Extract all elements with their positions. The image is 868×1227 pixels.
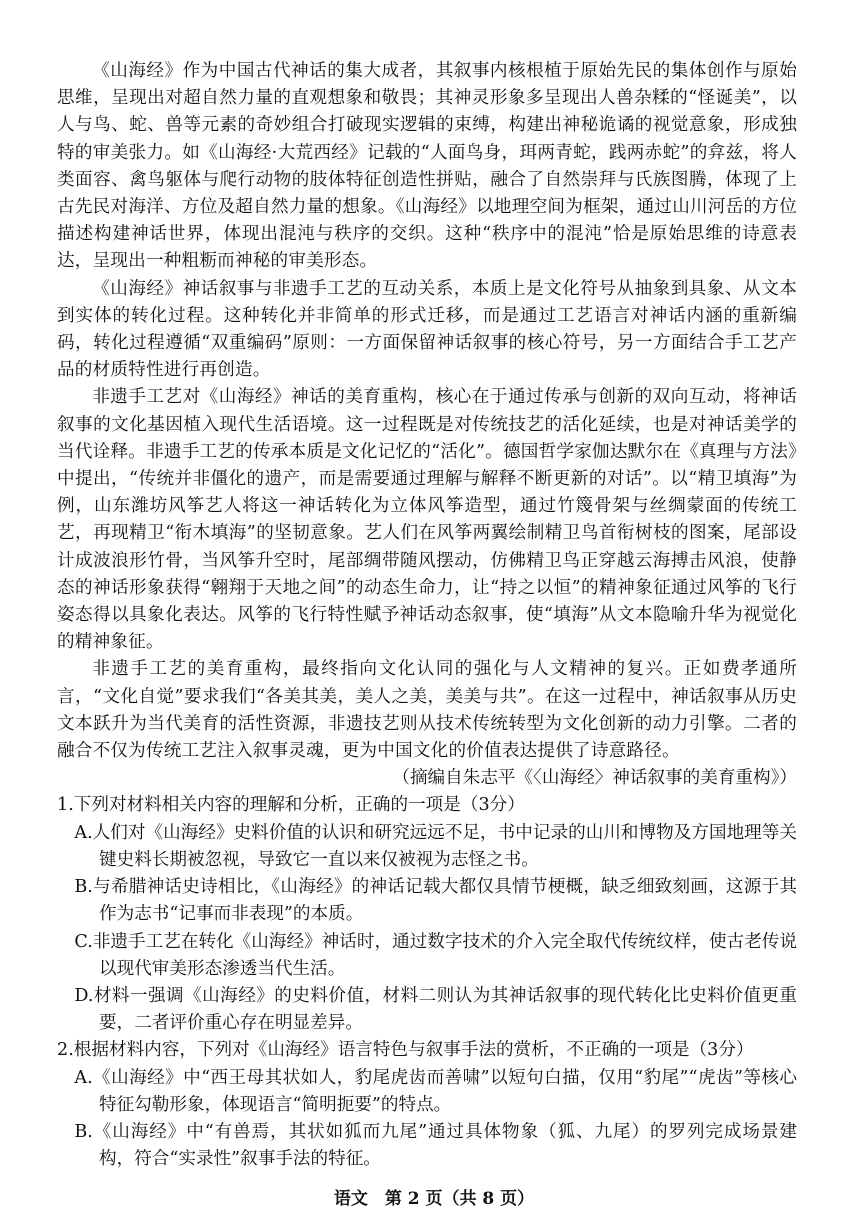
page-footer: 语文 第 2 页（共 8 页）	[333, 1189, 535, 1209]
passage-paragraph-4: 非遗手工艺的美育重构，最终指向文化认同的强化与人文精神的复兴。正如费孝通所言，“文化自觉”要求我们“各美其美，美人之美，美美与共”。在这一过程中，神话叙事从历史文本跃升为当代美育的活性资源，非遗技艺则从技术传统转型为文化创新的动力引擎。二者的融合不仅为传统工艺注入叙事灵魂，更为中国文化的价值表达提供了诗意路径。	[57, 659, 797, 762]
passage-paragraph-1: 《山海经》作为中国古代神话的集大成者，其叙事内核根植于原始先民的集体创作与原始思维，呈现出对超自然力量的直观想象和敬畏；其神灵形象多呈现出人兽杂糅的“怪诞美”，以人与鸟、蛇、兽等元素的奇妙组合打破现实逻辑的束缚，构建出神秘诡谲的视觉意象，形成独特的审美张力。如《山海经·大荒西经》记载的“人面鸟身，珥两青蛇，践两赤蛇”的弇兹，将人类面容、禽鸟躯体与爬行动物的肢体特征创造性拼贴，融合了自然崇拜与氏族图腾，体现了上古先民对海洋、方位及超自然力量的想象。《山海经》以地理空间为框架，通过山川河岳的方位描述构建神话世界，体现出混沌与秩序的交织。这种“秩序中的混沌”恰是原始思维的诗意表达，呈现出一种粗粝而神秘的审美形态。	[57, 61, 797, 272]
question-2	[57, 1037, 797, 1173]
question-2-option-a: A.《山海经》中“西王母其状如人，豹尾虎齿而善啸”以短句白描，仅用“豹尾”“虎齿”等核心特征勾勒形象，体现语言“简明扼要”的特点。	[74, 1067, 797, 1115]
question-1-stem: 1.下列对材料相关内容的理解和分析，正确的一项是（3分）	[57, 795, 525, 816]
passage-source: （摘编自朱志平《〈山海经〉神话叙事的美育重构》）	[392, 768, 797, 789]
question-2-stem: 2.根据材料内容，下列对《山海经》语言特色与叙事手法的赏析，不正确的一项是（3分）	[57, 1040, 754, 1061]
question-1	[57, 792, 797, 1037]
question-1-option-d: D.材料一强调《山海经》的史料价值，材料二则认为其神话叙事的现代转化比史料价值更重要，二者评价重心存在明显差异。	[74, 985, 797, 1034]
question-1-option-c: C.非遗手工艺在转化《山海经》神话时，通过数字技术的介入完全取代传统纹样，使古老传说以现代审美形态渗透当代生活。	[74, 931, 797, 979]
exam-page	[57, 58, 797, 1173]
question-1-option-a: A.人们对《山海经》史料价值的认识和研究远远不足，书中记录的山川和博物及方国地理等关键史料长期被忽视，导致它一直以来仅被视为志怪之书。	[74, 822, 797, 870]
passage-paragraph-3: 非遗手工艺对《山海经》神话的美育重构，核心在于通过传承与创新的双向互动，将神话叙事的文化基因植入现代生活语境。这一过程既是对传统技艺的活化延续，也是对神话美学的当代诠释。非遗手工艺的传承本质是文化记忆的“活化”。德国哲学家伽达默尔在《真理与方法》中提出，“传统并非僵化的遗产，而是需要通过理解与解释不断更新的对话”。以“精卫填海”为例，山东潍坊风筝艺人将这一神话转化为立体风筝造型，通过竹篾骨架与丝绸蒙面的传统工艺，再现精卫“衔木填海”的坚韧意象。艺人们在风筝两翼绘制精卫鸟首衔树枝的图案，尾部设计成波浪形竹骨，当风筝升空时，尾部绸带随风摆动，仿佛精卫鸟正穿越云海搏击风浪，使静态的神话形象获得“翱翔于天地之间”的动态生命力，让“持之以恒”的精神象征通过风筝的飞行姿态得以具象化表达。风筝的飞行特性赋予神话动态叙事，使“填海”从文本隐喻升华为视觉化的精神象征。	[57, 387, 797, 653]
question-2-option-b: B.《山海经》中“有兽焉，其状如狐而九尾”通过具体物象（狐、九尾）的罗列完成场景建构，符合“实录性”叙事手法的特征。	[74, 1121, 797, 1170]
passage-paragraph-2: 《山海经》神话叙事与非遗手工艺的互动关系，本质上是文化符号从抽象到具象、从文本到实体的转化过程。这种转化并非简单的形式迁移，而是通过工艺语言对神话内涵的重新编码，转化过程遵循“双重编码”原则：一方面保留神话叙事的核心符号，另一方面结合手工艺产品的材质特性进行再创造。	[57, 278, 797, 381]
question-1-option-b: B.与希腊神话史诗相比，《山海经》的神话记载大都仅具情节梗概，缺乏细致刻画，这源于其作为志书“记事而非表现”的本质。	[74, 877, 797, 925]
